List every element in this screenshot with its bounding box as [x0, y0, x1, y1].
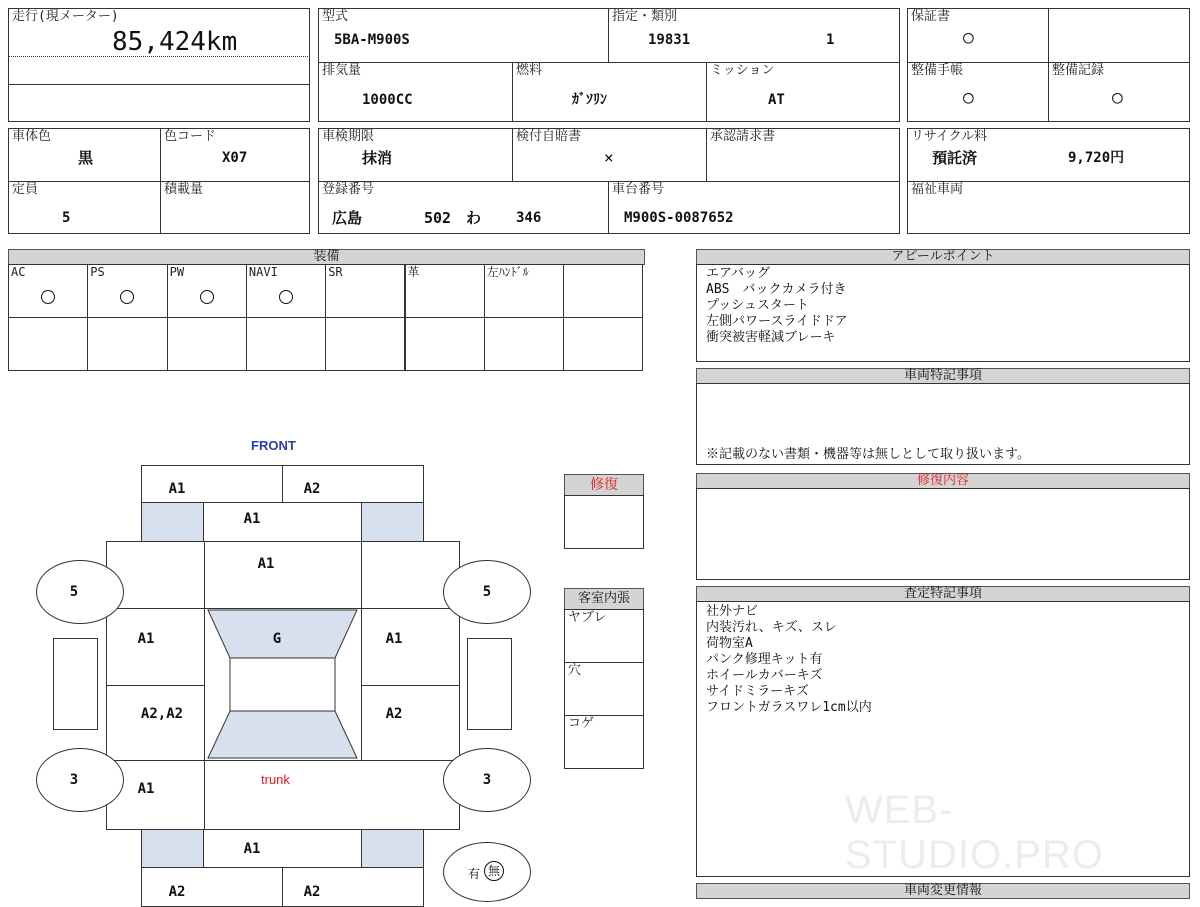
chassis-label: 車台番号	[612, 182, 665, 197]
equipment-cell	[484, 317, 564, 371]
inspection-label: 車検期限	[322, 129, 375, 144]
appeal-title: アピールポイント	[696, 249, 1190, 265]
approval-label: 承認請求書	[710, 129, 776, 144]
maint-record-value: ○	[1112, 87, 1123, 108]
welfare-label: 福祉車両	[911, 182, 964, 197]
recycle-status: 預託済	[932, 149, 978, 167]
code-bonnet: A1	[257, 556, 275, 572]
code-front-bumper-right: A2	[303, 481, 321, 497]
displacement-value: 1000CC	[362, 92, 413, 108]
chassis-value: M900S-0087652	[624, 210, 734, 226]
equipment-check-icon	[279, 290, 293, 304]
appeal-line: 左側パワースライドドア	[706, 314, 848, 329]
code-rear-bumper-right: A2	[303, 884, 321, 900]
appeal-line: エアバッグ	[706, 266, 770, 281]
warranty-value: ○	[963, 27, 974, 48]
fuel-value: ｶﾞｿﾘﾝ	[572, 92, 607, 108]
front-label: FRONT	[251, 438, 296, 453]
mileage-value: 85,424km	[112, 27, 238, 57]
appeal-line: 衝突被害軽減ブレーキ	[706, 330, 836, 345]
appraisal-title: 査定特記事項	[696, 586, 1190, 602]
liability-label: 検付自賠書	[516, 129, 582, 144]
interior-row-hole: 穴	[568, 663, 582, 678]
reg-area: 広島	[332, 209, 363, 227]
interior-title: 客室内張	[564, 588, 644, 610]
appraisal-line: 内装汚れ、キズ、スレ	[706, 620, 837, 635]
designation-value: 19831	[648, 32, 691, 48]
equipment-cell	[167, 317, 247, 371]
repair-contents-title: 修復内容	[696, 473, 1190, 489]
tire-front-left-value: 5	[69, 584, 79, 600]
appeal-line: プッシュスタート	[706, 298, 809, 313]
reg-class: 502	[424, 209, 452, 227]
code-left-rear-door: A2,A2	[140, 706, 184, 722]
tire-front-left	[36, 560, 124, 624]
equipment-label: 左ﾊﾝﾄﾞﾙ	[486, 265, 529, 279]
code-bonnet-front: A1	[243, 511, 261, 527]
appraisal-line: パンク修理キット有	[706, 652, 823, 667]
code-right-front-door: A1	[385, 631, 403, 647]
equipment-cell	[563, 317, 643, 371]
model-label: 型式	[322, 9, 349, 24]
watermark: WEB-STUDIO.PRO	[845, 788, 1104, 877]
mileage-box	[8, 8, 310, 122]
appraisal-line: 社外ナビ	[706, 604, 759, 619]
vehicle-notes-footer: ※記載のない書類・機器等は無しとして取り扱います。	[706, 447, 1030, 462]
equipment-label: PS	[90, 265, 105, 279]
equipment-cell	[563, 264, 643, 318]
recycle-label: リサイクル料	[911, 129, 988, 144]
spare-prefix: 有	[468, 867, 481, 881]
equipment-check-icon	[41, 290, 55, 304]
appraisal-line: フロントガラスワレ1cm以内	[706, 700, 872, 715]
change-info-title: 車両変更情報	[696, 883, 1190, 899]
equipment-label: 革	[407, 265, 420, 279]
maint-book-label: 整備手帳	[911, 63, 964, 78]
inspection-value: 抹消	[362, 149, 393, 167]
reg-label: 登録番号	[322, 182, 375, 197]
code-front-bumper-left: A1	[168, 481, 186, 497]
displacement-label: 排気量	[322, 63, 362, 78]
equipment-label: SR	[328, 265, 343, 279]
equipment-label: NAVI	[248, 265, 278, 279]
tire-front-right-value: 5	[482, 584, 492, 600]
equipment-cell	[246, 317, 326, 371]
code-rear-bumper-left: A2	[168, 884, 186, 900]
equipment-cell	[405, 317, 485, 371]
code-left-front-door: A1	[137, 631, 155, 647]
equipment-cell	[325, 317, 405, 371]
load-label: 積載量	[164, 182, 204, 197]
equipment-check-icon	[200, 290, 214, 304]
code-right-rear-door: A2	[385, 706, 403, 722]
spare-selected: 無	[484, 861, 504, 881]
appraisal-line: 荷物室A	[706, 636, 753, 651]
color-label: 車体色	[12, 129, 52, 144]
trunk-label: trunk	[261, 772, 290, 787]
appraisal-line: サイドミラーキズ	[706, 684, 809, 699]
repair-title: 修復	[564, 474, 644, 496]
capacity-value: 5	[62, 210, 71, 226]
vehicle-notes-title: 車両特記事項	[696, 368, 1190, 384]
appeal-line: ABS バックカメラ付き	[706, 282, 847, 297]
tire-rear-left-value: 3	[69, 772, 79, 788]
equipment-label: PW	[169, 265, 185, 279]
equipment-title: 装備	[8, 249, 645, 265]
appraisal-line: ホイールカバーキズ	[706, 668, 823, 683]
color-code-label: 色コード	[164, 129, 217, 144]
code-rear-panel: A1	[243, 841, 261, 857]
interior-row-burn: コゲ	[568, 716, 595, 731]
equipment-label: AC	[11, 265, 26, 279]
warranty-label: 保証書	[911, 9, 951, 24]
class-value: 1	[826, 32, 835, 48]
interior-row-tear: ヤブレ	[568, 610, 607, 625]
recycle-amount: 9,720円	[1068, 150, 1125, 166]
reg-kana: わ	[466, 209, 482, 227]
mission-label: ミッション	[710, 63, 775, 78]
color-code-value: X07	[222, 150, 248, 166]
designation-label: 指定・類別	[612, 9, 678, 24]
code-roof: G	[272, 631, 282, 647]
color-value: 黒	[78, 149, 94, 167]
equipment-cell	[87, 317, 167, 371]
reg-number: 346	[516, 210, 542, 226]
tire-rear-left	[36, 748, 124, 812]
model-value: 5BA-M900S	[334, 32, 410, 48]
tire-rear-right-value: 3	[482, 772, 492, 788]
mileage-label: 走行(現メーター)	[12, 9, 119, 24]
maint-book-value: ○	[963, 87, 974, 108]
mission-value: AT	[768, 92, 785, 108]
capacity-label: 定員	[12, 182, 39, 197]
maint-record-label: 整備記録	[1052, 63, 1105, 78]
fuel-label: 燃料	[516, 63, 543, 78]
code-left-quarter: A1	[137, 781, 155, 797]
liability-value: ×	[604, 148, 614, 167]
equipment-cell	[8, 317, 88, 371]
glass-roof-drawing	[204, 608, 361, 760]
